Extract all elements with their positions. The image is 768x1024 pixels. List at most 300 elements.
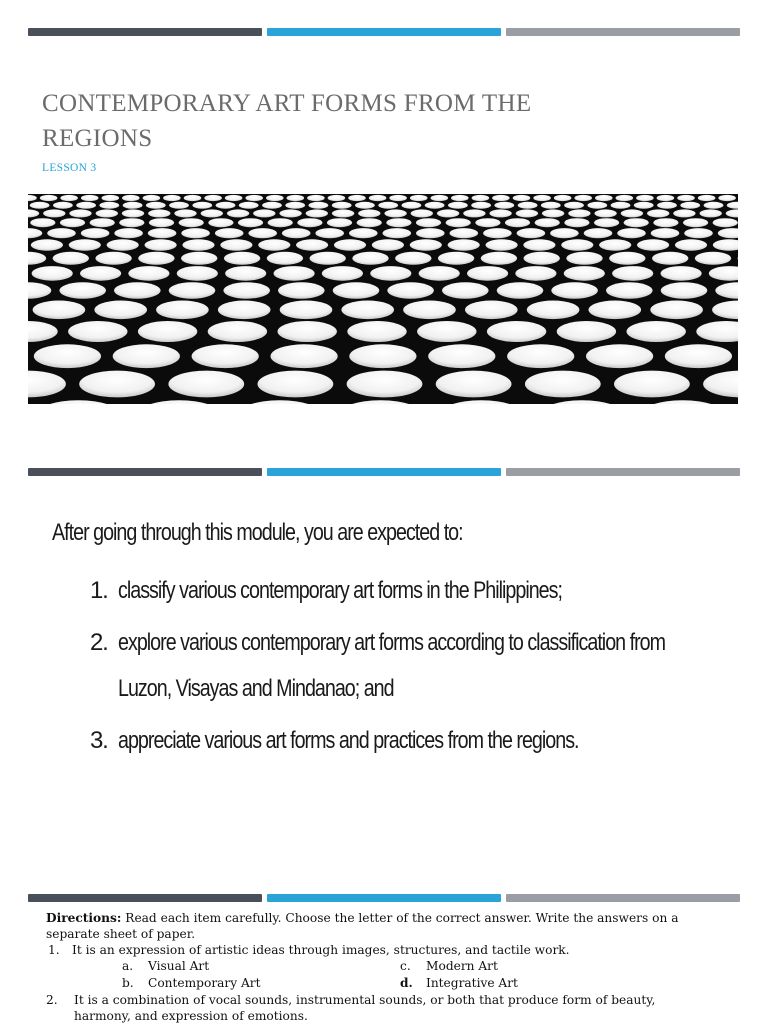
- disc-shape: [114, 282, 161, 298]
- disc-shape: [218, 301, 271, 320]
- disc-shape: [47, 228, 76, 238]
- option-text: Contemporary Art: [148, 976, 261, 990]
- disc-shape: [378, 202, 398, 209]
- disc-shape: [102, 195, 120, 201]
- objective-text: explore various contemporary art forms according to classification from Luzon, Visayas and Mindanao; and: [118, 629, 666, 702]
- disc-shape: [174, 209, 196, 217]
- disc-shape: [539, 400, 625, 404]
- disc-shape: [280, 301, 333, 320]
- disc-shape: [138, 321, 197, 342]
- lesson-label: LESSON 3: [42, 162, 97, 174]
- disc-shape: [606, 282, 653, 298]
- disc-shape: [53, 252, 89, 265]
- disc-shape: [258, 371, 334, 398]
- disc-shape: [60, 218, 85, 227]
- disc-shape: [372, 239, 404, 250]
- disc-shape: [472, 195, 490, 201]
- disc-shape: [661, 282, 708, 298]
- disc-shape: [634, 202, 654, 209]
- disc-shape: [494, 202, 514, 209]
- disc-shape: [99, 202, 119, 209]
- disc-shape: [177, 266, 218, 281]
- disc-shape: [347, 371, 423, 398]
- disc-shape: [81, 228, 110, 238]
- pretest-block: [46, 910, 716, 1024]
- disc-shape: [123, 202, 143, 209]
- option-text: Visual Art: [148, 959, 210, 973]
- disc-shape: [475, 218, 500, 227]
- disc-shape: [95, 252, 131, 265]
- disc-shape: [497, 282, 544, 298]
- question-2: [46, 992, 716, 1024]
- disc-shape: [238, 218, 263, 227]
- disc-shape: [310, 252, 346, 265]
- disc-shape: [425, 202, 445, 209]
- objective-number: 2.: [90, 629, 108, 656]
- disc-shape: [315, 228, 344, 238]
- disc-shape: [550, 228, 579, 238]
- disc-shape: [128, 266, 169, 281]
- disc-shape: [287, 195, 305, 201]
- disc-shape: [30, 202, 50, 209]
- option-letter: c.: [400, 959, 411, 973]
- disc-shape: [237, 400, 323, 404]
- disc-shape: [541, 202, 561, 209]
- disc-shape: [169, 202, 189, 209]
- disc-shape: [696, 321, 738, 342]
- objectives-list: [52, 568, 742, 764]
- disc-shape: [657, 195, 675, 201]
- disc-shape: [481, 252, 517, 265]
- disc-shape: [712, 301, 738, 320]
- disc-shape: [334, 239, 366, 250]
- disc-shape: [713, 239, 738, 250]
- disc-shape: [621, 209, 643, 217]
- disc-shape: [248, 228, 277, 238]
- disc-shape: [561, 239, 593, 250]
- disc-shape: [36, 400, 122, 404]
- disc-shape: [492, 195, 510, 201]
- disc-shape: [595, 195, 613, 201]
- disc-shape: [403, 301, 456, 320]
- disc-shape: [168, 371, 244, 398]
- disc-shape: [554, 195, 572, 201]
- disc-shape: [297, 218, 322, 227]
- accent-bar-blue: [267, 468, 501, 476]
- disc-shape: [341, 301, 394, 320]
- objective-item: [90, 718, 742, 764]
- disc-shape: [574, 195, 592, 201]
- disc-shape: [208, 321, 267, 342]
- disc-shape: [700, 209, 722, 217]
- option-a: [122, 958, 209, 974]
- disc-shape: [647, 209, 669, 217]
- accent-bar-gray: [506, 894, 740, 902]
- accent-bars: [28, 894, 740, 902]
- disc-shape: [594, 209, 616, 217]
- option-letter: b.: [122, 976, 134, 990]
- disc-shape: [486, 239, 518, 250]
- disc-shape: [53, 202, 73, 209]
- disc-shape: [438, 400, 524, 404]
- accent-bar-dark: [28, 894, 262, 902]
- slide-pretest: [0, 872, 768, 1024]
- disc-shape: [43, 209, 65, 217]
- disc-shape: [138, 252, 174, 265]
- disc-shape: [225, 266, 266, 281]
- disc-shape: [192, 202, 212, 209]
- disc-shape: [119, 218, 144, 227]
- disc-shape: [122, 195, 140, 201]
- disc-shape: [309, 202, 329, 209]
- disc-shape: [148, 228, 177, 238]
- option-d: [400, 975, 518, 991]
- objective-number: 1.: [90, 577, 108, 604]
- disc-shape: [661, 266, 702, 281]
- disc-shape: [463, 209, 485, 217]
- disc-shape: [395, 252, 431, 265]
- disc-shape: [416, 218, 441, 227]
- disc-shape: [369, 195, 387, 201]
- disc-shape: [279, 209, 301, 217]
- disc-shape: [68, 321, 127, 342]
- disc-shape: [208, 218, 233, 227]
- disc-shape: [677, 195, 695, 201]
- disc-shape: [507, 344, 574, 368]
- option-letter: a.: [122, 959, 134, 973]
- disc-shape: [271, 344, 338, 368]
- directions-label: Directions:: [46, 911, 122, 925]
- disc-shape: [431, 195, 449, 201]
- disc-shape: [349, 228, 378, 238]
- disc-shape: [698, 195, 716, 201]
- disc-shape: [192, 344, 259, 368]
- disc-shape: [438, 252, 474, 265]
- disc-shape: [169, 282, 216, 298]
- disc-shape: [657, 202, 677, 209]
- option-b: [122, 975, 261, 991]
- disc-shape: [640, 400, 726, 404]
- disc-shape: [564, 202, 584, 209]
- disc-shape: [483, 228, 512, 238]
- disc-shape: [684, 228, 713, 238]
- disc-shape: [328, 195, 346, 201]
- disc-shape: [652, 252, 688, 265]
- disc-shape: [322, 266, 363, 281]
- objective-text: appreciate various art forms and practices from the regions.: [118, 727, 579, 754]
- disc-shape: [60, 195, 78, 201]
- disc-shape: [683, 218, 708, 227]
- option-c: [400, 958, 498, 974]
- disc-shape: [338, 400, 424, 404]
- disc-shape: [201, 209, 223, 217]
- disc-shape: [31, 239, 63, 250]
- disc-shape: [94, 301, 147, 320]
- disc-shape: [617, 228, 646, 238]
- disc-shape: [651, 228, 680, 238]
- disc-shape: [107, 239, 139, 250]
- disc-shape: [442, 282, 489, 298]
- disc-shape: [587, 202, 607, 209]
- disc-shape: [355, 202, 375, 209]
- disc-shape: [69, 239, 101, 250]
- disc-shape: [465, 301, 518, 320]
- disc-shape: [184, 195, 202, 201]
- disc-shape: [156, 301, 209, 320]
- disc-shape: [136, 400, 222, 404]
- disc-shape: [28, 282, 51, 298]
- disc-shape: [349, 344, 416, 368]
- disc-shape: [411, 209, 433, 217]
- disc-shape: [636, 195, 654, 201]
- disc-shape: [96, 209, 118, 217]
- disc-shape: [523, 239, 555, 250]
- disc-shape: [680, 202, 700, 209]
- disc-shape: [59, 282, 106, 298]
- disc-shape: [653, 218, 678, 227]
- hero-image-white-discs: [28, 194, 738, 404]
- disc-shape: [239, 202, 259, 209]
- disc-shape: [282, 228, 311, 238]
- disc-shape: [215, 228, 244, 238]
- disc-shape: [516, 209, 538, 217]
- disc-shape: [419, 266, 460, 281]
- disc-shape: [703, 371, 738, 398]
- question-text: It is a combination of vocal sounds, instrumental sounds, or both that produce form of beauty, harmony, and expression of emotions.: [74, 993, 656, 1023]
- disc-shape: [410, 239, 442, 250]
- objective-text: classify various contemporary art forms in the Philippines;: [118, 577, 562, 604]
- disc-shape: [718, 228, 738, 238]
- disc-shape: [296, 239, 328, 250]
- disc-shape: [417, 321, 476, 342]
- objective-item: [90, 620, 742, 712]
- question-number: 1.: [48, 943, 60, 957]
- disc-shape: [402, 202, 422, 209]
- disc-shape: [428, 344, 495, 368]
- disc-shape: [113, 344, 180, 368]
- disc-shape: [223, 282, 270, 298]
- disc-shape: [448, 202, 468, 209]
- objectives-block: [52, 518, 742, 770]
- objectives-intro: After going through this module, you are expected to:: [52, 519, 463, 546]
- disc-shape: [370, 266, 411, 281]
- disc-shape: [566, 252, 602, 265]
- disc-shape: [114, 228, 143, 238]
- slide-title: [0, 0, 768, 440]
- disc-shape: [332, 209, 354, 217]
- disc-shape: [515, 266, 556, 281]
- disc-shape: [673, 209, 695, 217]
- disc-shape: [704, 202, 724, 209]
- accent-bar-gray: [506, 28, 740, 36]
- question-number: 2.: [46, 993, 58, 1007]
- disc-shape: [487, 321, 546, 342]
- disc-shape: [76, 202, 96, 209]
- disc-shape: [347, 321, 406, 342]
- disc-pattern-image: [28, 194, 738, 404]
- disc-shape: [637, 239, 669, 250]
- disc-shape: [122, 209, 144, 217]
- slide-objectives: [0, 440, 768, 872]
- disc-shape: [258, 239, 290, 250]
- disc-shape: [557, 321, 616, 342]
- disc-shape: [79, 371, 155, 398]
- disc-shape: [713, 218, 738, 227]
- disc-shape: [148, 209, 170, 217]
- disc-shape: [564, 266, 605, 281]
- accent-bars: [28, 28, 740, 36]
- disc-shape: [616, 195, 634, 201]
- disc-shape: [149, 218, 174, 227]
- disc-shape: [387, 282, 434, 298]
- accent-bar-gray: [506, 468, 740, 476]
- disc-shape: [28, 195, 37, 201]
- disc-shape: [216, 202, 236, 209]
- disc-shape: [274, 266, 315, 281]
- disc-shape: [489, 209, 511, 217]
- disc-shape: [179, 218, 204, 227]
- disc-shape: [163, 195, 181, 201]
- disc-shape: [471, 202, 491, 209]
- disc-shape: [181, 252, 217, 265]
- disc-shape: [278, 282, 325, 298]
- disc-shape: [181, 228, 210, 238]
- slide-title-text: CONTEMPORARY ART FORMS FROM THE REGIONS: [42, 90, 532, 152]
- disc-shape: [90, 218, 115, 227]
- disc-shape: [32, 266, 73, 281]
- disc-shape: [535, 218, 560, 227]
- disc-shape: [627, 321, 686, 342]
- disc-shape: [225, 195, 243, 201]
- disc-shape: [718, 195, 736, 201]
- disc-shape: [584, 228, 613, 238]
- disc-shape: [224, 252, 260, 265]
- disc-shape: [267, 252, 303, 265]
- disc-shape: [227, 209, 249, 217]
- directions: [46, 910, 716, 942]
- disc-shape: [34, 344, 101, 368]
- disc-shape: [513, 195, 531, 201]
- accent-bar-dark: [28, 468, 262, 476]
- disc-shape: [589, 301, 642, 320]
- disc-shape: [446, 218, 471, 227]
- disc-shape: [525, 371, 601, 398]
- option-letter: d.: [400, 976, 413, 990]
- disc-shape: [518, 202, 538, 209]
- disc-shape: [80, 266, 121, 281]
- disc-shape: [467, 266, 508, 281]
- disc-shape: [612, 266, 653, 281]
- disc-shape: [358, 209, 380, 217]
- objective-item: [90, 568, 742, 614]
- disc-shape: [389, 195, 407, 201]
- disc-shape: [253, 209, 275, 217]
- disc-shape: [715, 282, 738, 298]
- disc-shape: [285, 202, 305, 209]
- disc-shape: [182, 239, 214, 250]
- disc-shape: [30, 218, 55, 227]
- disc-shape: [533, 195, 551, 201]
- disc-shape: [262, 202, 282, 209]
- disc-shape: [81, 195, 99, 201]
- disc-shape: [220, 239, 252, 250]
- disc-shape: [384, 209, 406, 217]
- disc-shape: [675, 239, 707, 250]
- objective-number: 3.: [90, 727, 108, 754]
- disc-shape: [517, 228, 546, 238]
- disc-shape: [327, 218, 352, 227]
- disc-shape: [28, 321, 58, 342]
- disc-shape: [28, 209, 39, 217]
- disc-shape: [727, 202, 738, 209]
- disc-shape: [695, 252, 731, 265]
- disc-shape: [268, 218, 293, 227]
- disc-shape: [448, 239, 480, 250]
- disc-shape: [437, 209, 459, 217]
- disc-shape: [33, 301, 86, 320]
- accent-bar-blue: [267, 28, 501, 36]
- disc-shape: [383, 228, 412, 238]
- disc-shape: [28, 252, 46, 265]
- disc-shape: [665, 344, 732, 368]
- disc-shape: [599, 239, 631, 250]
- disc-shape: [333, 282, 380, 298]
- option-text: Modern Art: [426, 959, 498, 973]
- disc-shape: [527, 301, 580, 320]
- disc-shape: [146, 202, 166, 209]
- disc-shape: [450, 228, 479, 238]
- disc-shape: [542, 209, 564, 217]
- disc-shape: [726, 209, 738, 217]
- disc-shape: [266, 195, 284, 201]
- disc-shape: [357, 218, 382, 227]
- question-1-options: [122, 958, 716, 992]
- disc-shape: [386, 218, 411, 227]
- disc-shape: [451, 195, 469, 201]
- disc-shape: [306, 209, 328, 217]
- disc-shape: [410, 195, 428, 201]
- disc-shape: [505, 218, 530, 227]
- disc-shape: [28, 371, 66, 398]
- disc-shape: [568, 209, 590, 217]
- disc-shape: [564, 218, 589, 227]
- question-text: It is an expression of artistic ideas through images, structures, and tactile work.: [72, 943, 570, 957]
- disc-shape: [278, 321, 337, 342]
- disc-shape: [348, 195, 366, 201]
- disc-shape: [611, 202, 631, 209]
- disc-shape: [28, 228, 42, 238]
- option-text: Integrative Art: [426, 976, 518, 990]
- question-1: [48, 942, 716, 958]
- disc-shape: [594, 218, 619, 227]
- disc-shape: [551, 282, 598, 298]
- disc-shape: [204, 195, 222, 201]
- disc-shape: [352, 252, 388, 265]
- accent-bar-blue: [267, 894, 501, 902]
- disc-shape: [307, 195, 325, 201]
- disc-shape: [332, 202, 352, 209]
- disc-shape: [143, 195, 161, 201]
- disc-shape: [624, 218, 649, 227]
- disc-shape: [40, 195, 58, 201]
- disc-shape: [416, 228, 445, 238]
- disc-shape: [586, 344, 653, 368]
- disc-shape: [609, 252, 645, 265]
- disc-shape: [524, 252, 560, 265]
- disc-shape: [145, 239, 177, 250]
- accent-bar-dark: [28, 28, 262, 36]
- accent-bars: [28, 468, 740, 476]
